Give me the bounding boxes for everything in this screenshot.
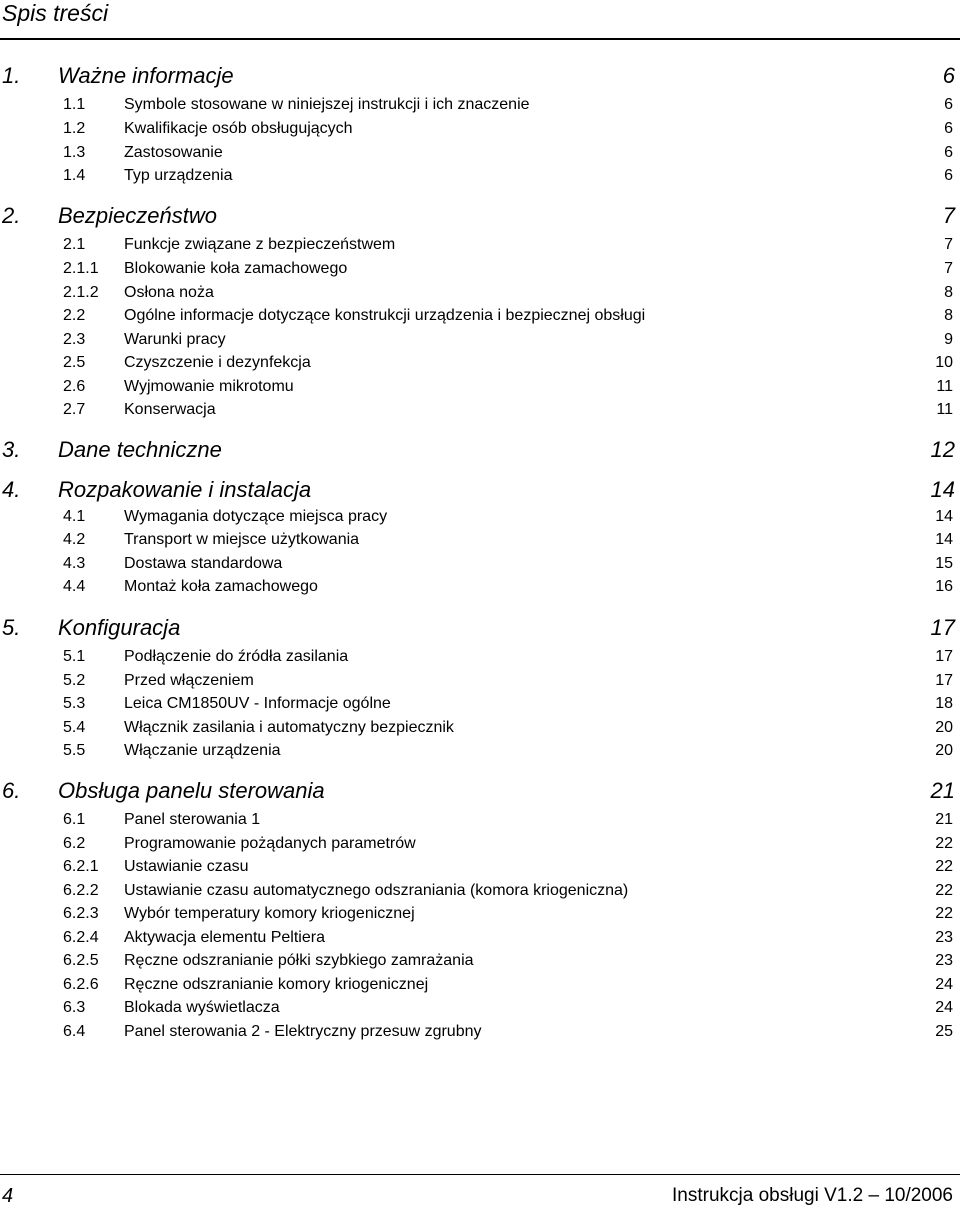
toc-page: 6 — [944, 144, 953, 161]
title-divider — [0, 38, 960, 40]
toc-number: 6.2.3 — [63, 905, 99, 922]
toc-title: Ogólne informacje dotyczące konstrukcji urządzenia i bezpiecznej obsługi — [124, 307, 646, 324]
toc-page: 17 — [935, 648, 953, 665]
toc-title: Wymagania dotyczące miejsca pracy — [124, 508, 388, 525]
toc-entry[interactable] — [0, 949, 960, 972]
toc-title: Ustawianie czasu — [124, 858, 249, 875]
toc-page: 11 — [936, 401, 953, 418]
toc-page: 6 — [944, 96, 953, 113]
toc-number: 5.4 — [63, 719, 86, 736]
toc-title: Ważne informacje — [58, 63, 234, 88]
toc-number: 4.2 — [63, 531, 86, 548]
toc-title: Konfiguracja — [58, 615, 181, 640]
toc-number: 6.2.4 — [63, 929, 99, 946]
toc-entry[interactable] — [0, 505, 960, 528]
toc-entry[interactable] — [0, 398, 960, 421]
toc-number: 2.3 — [63, 331, 86, 348]
toc-entry[interactable] — [0, 692, 960, 715]
toc-number: 4. — [2, 477, 21, 502]
toc-chapter[interactable] — [0, 777, 960, 805]
toc-chapter[interactable] — [0, 436, 960, 464]
toc-title: Wyjmowanie mikrotomu — [124, 378, 294, 395]
toc-number: 5.5 — [63, 742, 86, 759]
toc-entry[interactable] — [0, 645, 960, 668]
toc-entry[interactable] — [0, 93, 960, 116]
toc-number: 6.4 — [63, 1023, 86, 1040]
toc-title: Funkcje związane z bezpieczeństwem — [124, 236, 396, 253]
toc-number: 2. — [2, 203, 21, 228]
toc-number: 2.1 — [63, 236, 86, 253]
toc-entry[interactable] — [0, 528, 960, 551]
toc-title: Obsługa panelu sterowania — [58, 778, 325, 803]
toc-number: 6.2.1 — [63, 858, 99, 875]
toc-page: 22 — [935, 835, 953, 852]
toc-entry[interactable] — [0, 1020, 960, 1043]
toc-title: Dostawa standardowa — [124, 555, 283, 572]
toc-page: 15 — [935, 555, 953, 572]
toc-number: 4.4 — [63, 578, 86, 595]
toc-title: Bezpieczeństwo — [58, 203, 217, 228]
toc-page: 17 — [935, 672, 953, 689]
toc-number: 2.2 — [63, 307, 86, 324]
toc-title: Ustawianie czasu automatycznego odszraniania (komora kriogeniczna) — [124, 882, 629, 899]
toc-entry[interactable] — [0, 855, 960, 878]
toc-entry[interactable] — [0, 832, 960, 855]
toc-number: 4.3 — [63, 555, 86, 572]
toc-number: 6.1 — [63, 811, 86, 828]
toc-title: Ręczne odszranianie komory kriogenicznej — [124, 976, 429, 993]
toc-number: 2.5 — [63, 354, 86, 371]
toc-page: 14 — [935, 531, 953, 548]
toc-page: 6 — [942, 63, 955, 88]
toc-title: Aktywacja elementu Peltiera — [124, 929, 325, 946]
toc-number: 1.2 — [63, 120, 86, 137]
toc-page: 7 — [944, 260, 953, 277]
toc-entry[interactable] — [0, 575, 960, 598]
toc-title: Czyszczenie i dezynfekcja — [124, 354, 311, 371]
toc-page: 25 — [935, 1023, 953, 1040]
toc-title: Panel sterowania 1 — [124, 811, 261, 828]
toc-entry[interactable] — [0, 164, 960, 187]
toc-number: 2.7 — [63, 401, 86, 418]
toc-number: 6.2.6 — [63, 976, 99, 993]
toc-number: 6.2.2 — [63, 882, 99, 899]
toc-entry[interactable] — [0, 281, 960, 304]
toc-title: Montaż koła zamachowego — [124, 578, 318, 595]
toc-entry[interactable] — [0, 304, 960, 327]
toc-page: 23 — [935, 929, 953, 946]
toc-entry[interactable] — [0, 926, 960, 949]
footer-document-info: Instrukcja obsługi V1.2 – 10/2006 — [672, 1185, 953, 1206]
toc-title: Włączanie urządzenia — [124, 742, 281, 759]
toc-number: 6.3 — [63, 999, 86, 1016]
toc-page: 14 — [935, 508, 953, 525]
toc-page: 24 — [935, 999, 953, 1016]
toc-page: 6 — [944, 167, 953, 184]
toc-number: 5. — [2, 615, 21, 640]
toc-entry[interactable] — [0, 257, 960, 280]
toc-page: 18 — [935, 695, 953, 712]
toc-title: Zastosowanie — [124, 144, 223, 161]
toc-chapter[interactable] — [0, 476, 960, 504]
toc-entry[interactable] — [0, 141, 960, 164]
toc-title: Podłączenie do źródła zasilania — [124, 648, 349, 665]
toc-page: 8 — [944, 307, 953, 324]
toc-page: 20 — [935, 742, 953, 759]
toc-title: Przed włączeniem — [124, 672, 254, 689]
page-title: Spis treści — [2, 0, 109, 26]
toc-entry[interactable] — [0, 117, 960, 140]
toc-page: 10 — [935, 354, 953, 371]
toc-title: Ręczne odszranianie półki szybkiego zamrażania — [124, 952, 474, 969]
toc-number: 1.4 — [63, 167, 86, 184]
toc-number: 1.1 — [63, 96, 86, 113]
toc-page: 9 — [944, 331, 953, 348]
toc-page: 22 — [935, 905, 953, 922]
toc-entry[interactable] — [0, 669, 960, 692]
toc-number: 2.6 — [63, 378, 86, 395]
toc-entry[interactable] — [0, 902, 960, 925]
toc-page: 12 — [930, 437, 955, 462]
toc-title: Rozpakowanie i instalacja — [58, 477, 312, 502]
toc-number: 4.1 — [63, 508, 86, 525]
toc-chapter[interactable] — [0, 62, 960, 90]
footer-page-number: 4 — [2, 1185, 14, 1207]
toc-title: Blokowanie koła zamachowego — [124, 260, 348, 277]
toc-page: 23 — [935, 952, 953, 969]
toc-entry[interactable] — [0, 879, 960, 902]
toc-page: 24 — [935, 976, 953, 993]
toc-page: 21 — [930, 778, 955, 803]
toc-title: Transport w miejsce użytkowania — [124, 531, 360, 548]
toc-entry[interactable] — [0, 552, 960, 575]
toc-number: 2.1.2 — [63, 284, 99, 301]
toc-number: 3. — [2, 437, 21, 462]
toc-title: Konserwacja — [124, 401, 216, 418]
toc-page: 7 — [944, 236, 953, 253]
toc-title: Wybór temperatury komory kriogenicznej — [124, 905, 415, 922]
toc-entry[interactable] — [0, 739, 960, 762]
toc-number: 5.2 — [63, 672, 86, 689]
footer-divider — [0, 1174, 960, 1175]
toc-number: 2.1.1 — [63, 260, 99, 277]
toc-title: Dane techniczne — [58, 437, 222, 462]
toc-number: 5.1 — [63, 648, 86, 665]
toc-title: Osłona noża — [124, 284, 214, 301]
toc-number: 6.2 — [63, 835, 86, 852]
toc-entry[interactable] — [0, 375, 960, 398]
toc-title: Kwalifikacje osób obsługujących — [124, 120, 353, 137]
toc-page: 8 — [944, 284, 953, 301]
toc-page: 6 — [944, 120, 953, 137]
toc-title: Leica CM1850UV - Informacje ogólne — [124, 695, 391, 712]
toc-page: 22 — [935, 858, 953, 875]
toc-number: 1.3 — [63, 144, 86, 161]
toc-title: Programowanie pożądanych parametrów — [124, 835, 416, 852]
toc-page: 21 — [935, 811, 953, 828]
toc-title: Symbole stosowane w niniejszej instrukcji i ich znaczenie — [124, 96, 530, 113]
toc-entry[interactable] — [0, 328, 960, 351]
toc-page: 11 — [936, 378, 953, 395]
toc-entry[interactable] — [0, 808, 960, 831]
toc-page: 16 — [935, 578, 953, 595]
toc-title: Blokada wyświetlacza — [124, 999, 280, 1016]
toc-page: 22 — [935, 882, 953, 899]
toc-title: Panel sterowania 2 - Elektryczny przesuw zgrubny — [124, 1023, 482, 1040]
toc-chapter[interactable] — [0, 202, 960, 230]
toc-entry[interactable] — [0, 351, 960, 374]
toc-number: 6.2.5 — [63, 952, 99, 969]
toc-page: 20 — [935, 719, 953, 736]
toc-entry[interactable] — [0, 996, 960, 1019]
toc-title: Typ urządzenia — [124, 167, 233, 184]
toc-number: 5.3 — [63, 695, 86, 712]
toc-number: 1. — [2, 63, 21, 88]
toc-title: Warunki pracy — [124, 331, 226, 348]
toc-entry[interactable] — [0, 233, 960, 256]
toc-title: Włącznik zasilania i automatyczny bezpiecznik — [124, 719, 454, 736]
toc-page: 17 — [930, 615, 955, 640]
toc-entry[interactable] — [0, 973, 960, 996]
toc-page: 14 — [930, 477, 955, 502]
toc-number: 6. — [2, 778, 21, 803]
toc-chapter[interactable] — [0, 614, 960, 642]
toc-page: 7 — [942, 203, 955, 228]
toc-entry[interactable] — [0, 716, 960, 739]
